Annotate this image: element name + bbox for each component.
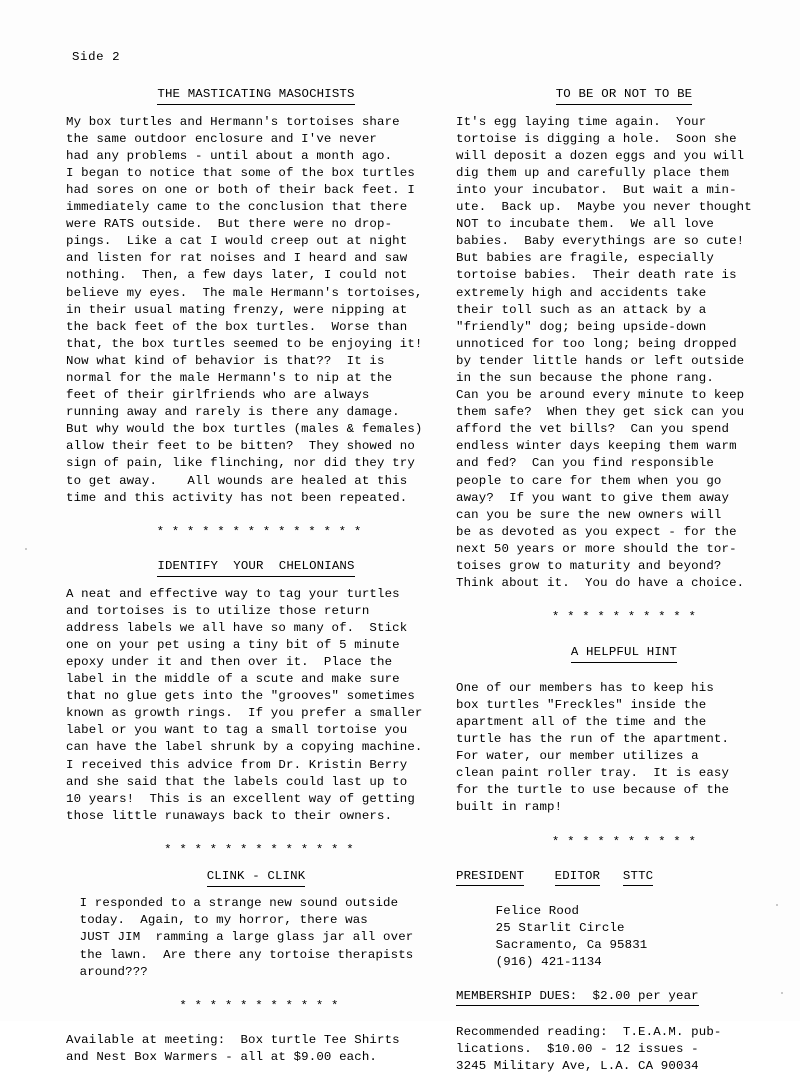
section-separator-stars: * * * * * * * * * *: [551, 834, 697, 849]
officer-roles-row: [456, 868, 792, 886]
heading-text: IDENTIFY YOUR CHELONIANS: [157, 558, 354, 577]
recommended-reading-block: Recommended reading: T.E.A.M. pub- lications. $10.00 - 12 issues - 3245 Military Ave, L.A. CA 90034: [456, 1024, 722, 1073]
article-body-clink-clink: I responded to a strange new sound outside today. Again, to my horror, there was JUST JIM ramming a large glass jar all over the lawn. Are there any tortoise therapists around???: [79, 896, 414, 979]
membership-dues-line: [456, 988, 792, 1006]
heading-text: CLINK - CLINK: [207, 868, 306, 887]
article-heading-masticating-masochists: [66, 86, 446, 105]
article-body-masticating-masochists: My box turtles and Hermann's tortoises share the same outdoor enclosure and I've never had any problems - until about a month ago. I began to notice that some of the box turtles had sores on one or both of their back feet. I immediately came to the conclusion that there were RATS outside. But there were no drop- pings. Like a cat I would creep out at night and listen for rat noises and I heard and saw nothing. Then, a few days later, I could not believe my eyes. The male Hermann's tortoises, in their usual mating frenzy, were nipping at the back feet of the box turtles. Worse than that, the box turtles seemed to be enjoying it! Now what kind of behavior is that?? It is normal for the male Hermann's to nip at the feet of their girlfriends who are always running away and rarely is there any damage. But why would the box turtles (males & females) allow their feet to be bitten? They showed no sign of pain, like flinching, nor did they try to get away. All wounds are healed at this time and this activity has not been repeated.: [66, 114, 423, 505]
section-separator-stars: * * * * * * * * * * * * *: [164, 843, 354, 858]
article-heading-clink-clink: [66, 868, 446, 887]
heading-text: TO BE OR NOT TO BE: [556, 86, 693, 105]
article-heading-a-helpful-hint: [456, 644, 792, 663]
article-body-identify-your-chelonians: A neat and effective way to tag your turtles and tortoises is to utilize those return address labels we all have so many of. Stick one on your pet using a tiny bit of 5 minute epoxy under it and then over it. Place the label in the middle of a scute and make sure that no glue gets into the "grooves" sometimes known as growth rings. If you prefer a smaller label or you want to tag a small tortoise you can have the label shrunk by a copying machine. I received this advice from Dr. Kristin Berry and she said that the labels could last up to 10 years! This is an excellent way of getting those little runaways back to their owners.: [66, 586, 423, 823]
article-heading-to-be-or-not-to-be: [456, 86, 792, 105]
paper-speck: [781, 992, 783, 994]
section-separator-stars: * * * * * * * * * * *: [179, 998, 339, 1013]
section-separator-stars: * * * * * * * * * *: [551, 610, 697, 625]
role-editor: EDITOR: [555, 868, 601, 886]
article-heading-identify-your-chelonians: [66, 558, 446, 577]
heading-text: THE MASTICATING MASOCHISTS: [157, 86, 354, 105]
article-body-to-be-or-not-to-be: It's egg laying time again. Your tortoise is digging a hole. Soon she will deposit a dozen eggs and you will dig them up and carefully place them into your incubator. But wait a min- ute. Back up. Maybe you never thought NOT to incubate them. We all love babies. Baby everythings are so cute! But babies are fragile, especially tortoise babies. Their death rate is extremely high and accidents take their toll such as an attack by a "friendly" dog; being upside-down unnoticed for too long; being dropped by tender little hands or left outside in the sun because the phone rang. Can you be around every minute to keep them safe? When they get sick can you afford the vet bills? Can you spend endless winter days keeping them warm and fed? Can you find responsible people to care for them when you go away? If you want to give them away can you be sure the new owners will be as devoted as you expect - for the next 50 years or more should the tor- toises grow to maturity and beyond? Think about it. You do have a choice.: [456, 114, 752, 591]
meeting-notice: Available at meeting: Box turtle Tee Shirts and Nest Box Warmers - all at $9.00 each.: [66, 1032, 400, 1065]
paper-speck: [776, 904, 778, 906]
right-column: [456, 86, 792, 1075]
membership-dues-text: MEMBERSHIP DUES: $2.00 per year: [456, 988, 699, 1006]
section-separator-stars: * * * * * * * * * * * * * *: [156, 524, 362, 539]
role-president: PRESIDENT: [456, 868, 524, 886]
left-column: [66, 86, 446, 1066]
paper-speck: [25, 548, 27, 550]
page-side-label: Side 2: [72, 50, 121, 64]
article-body-a-helpful-hint: One of our members has to keep his box turtles "Freckles" inside the apartment all of the time and the turtle has the run of the apartment. For water, our member utilizes a clean paint roller tray. It is easy for the turtle to use because of the built in ramp!: [456, 680, 730, 815]
contact-address-block: Felice Rood 25 Starlit Circle Sacramento, Ca 95831 (916) 421-1134: [495, 903, 648, 970]
role-sttc: STTC: [623, 868, 653, 886]
heading-text: A HELPFUL HINT: [571, 644, 677, 663]
